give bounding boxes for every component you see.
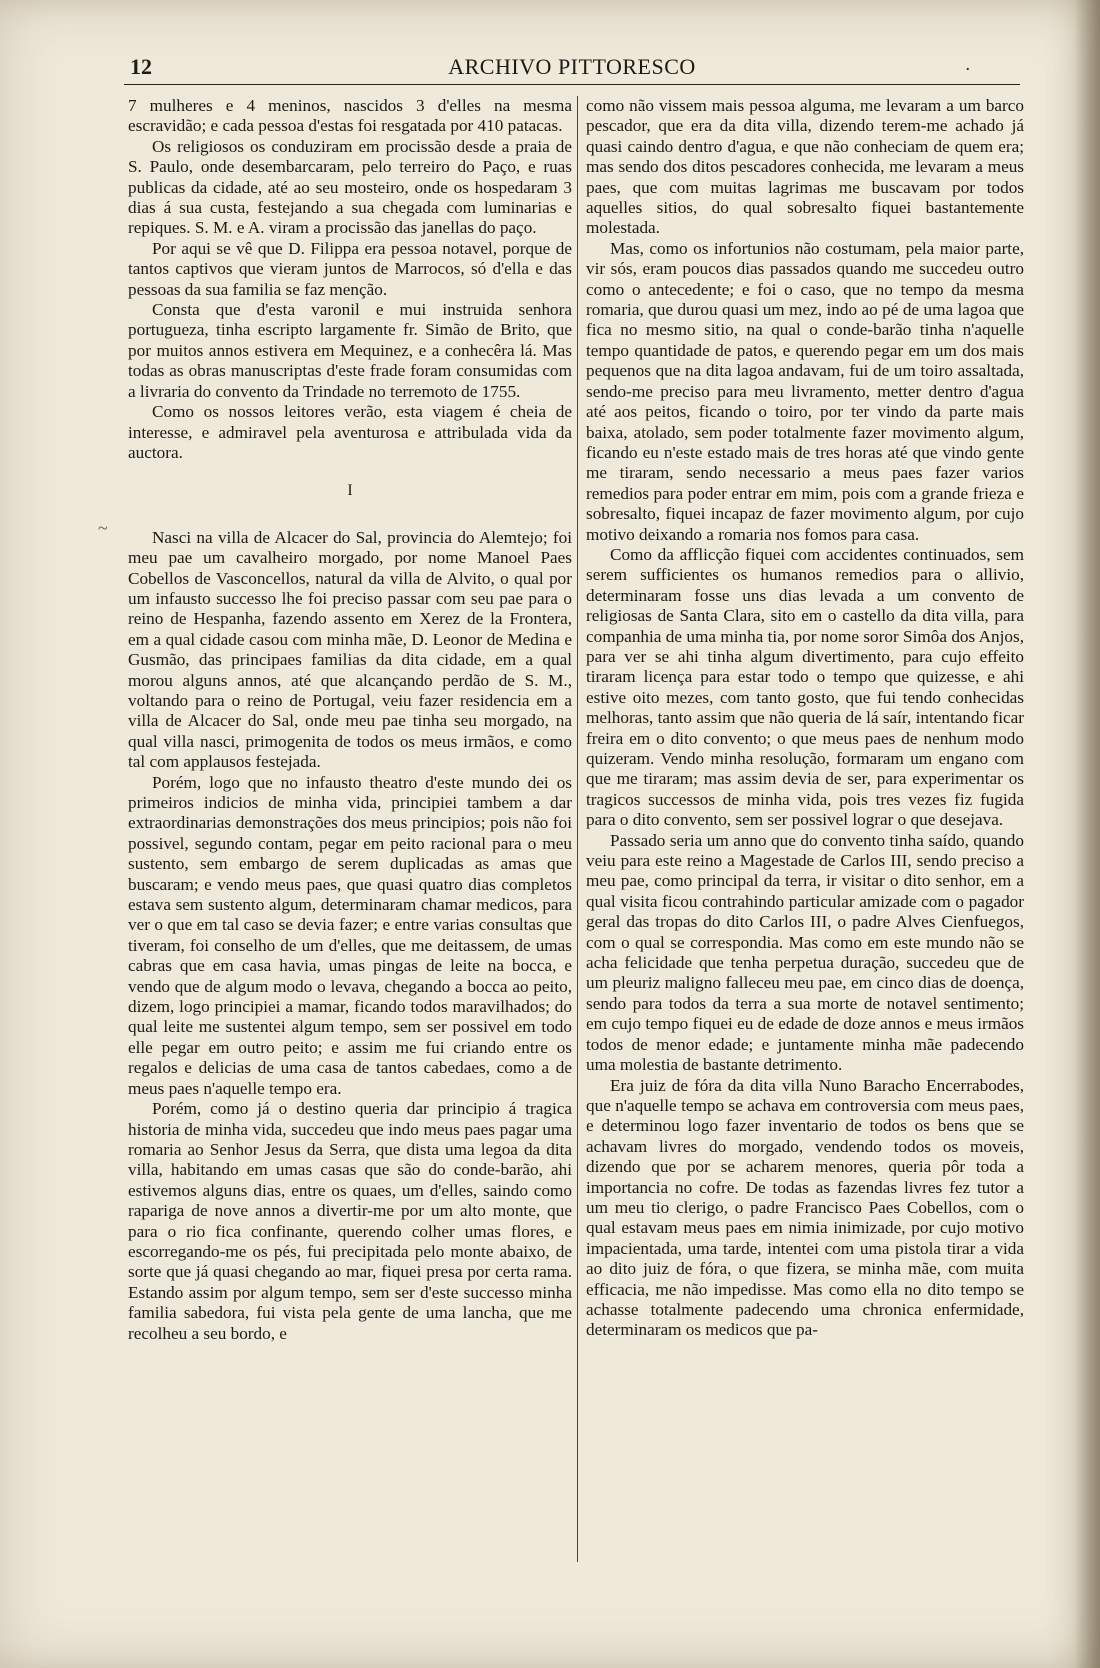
- paragraph: 7 mulheres e 4 meninos, nascidos 3 d'elles na mesma escravidão; e cada pessoa d'estas foi resgatada por 410 patacas.: [128, 96, 572, 136]
- paragraph: Como os nossos leitores verão, esta viagem é cheia de interesse, e admiravel pela aventurosa e attribulada vida da auctora.: [128, 402, 572, 462]
- paragraph: Como da afflicção fiquei com accidentes continuados, sem serem sufficientes os humanos remedios para o allivio, determinaram fosse uns dias levada a um convento de religiosas de Santa Clara, sito em o castello da dita villa, para companhia de uma minha tia, por nome soror Simôa dos Anjos, para ver se ahi tinha algum divertimento, para cujo effeito tiraram licença para estar todo o tempo que quizesse, e ahi estive oito mezes, com tanto gosto, que fui tendo conhecidas melhoras, tanto assim que não queria de lá saír, intentando ficar freira em o dito convento; o que meus paes de nenhum modo quizeram. Vendo minha resolução, formaram um engano com que me tiraram; mas assim devia de ser, para experimentar os tragicos successos de minha vida, pois tres vezes fiz fugida para o dito convento, sem ser possivel lograr o que desejava.: [586, 544, 1024, 830]
- paragraph: Consta que d'esta varonil e mui instruida senhora portugueza, tinha escripto largamente fr. Simão de Brito, que por muitos annos estivera em Mequinez, e a conhecêra lá. Mas todas as obras manuscriptas d'este frade foram consumidas com a livraria do convento da Trindade no terremoto de 1755.: [128, 300, 572, 401]
- page-edge-shadow: [1074, 0, 1100, 1668]
- paragraph: Mas, como os infortunios não costumam, pela maior parte, vir sós, eram poucos dias passados quando me succedeu outro como o antecedente; e foi o caso, que no tempo da mesma romaria, que durou quasi um mez, indo ao pé de uma lagoa que fica no mesmo sitio, na qual o conde-barão tinha n'aquelle tempo quantidade de patos, e querendo pegar em um dos mais pequenos que na dita lagoa andavam, fui de um toiro assaltada, sendo-me preciso para meu livramento, metter dentro d'agua até aos peitos, ficando o toiro, por ter vindo da parte mais baixa, atolado, sem poder totalmente fazer movimento algum, ficando eu n'este estado mais de tres horas até que vindo gente me tiraram, sendo necessario a meus paes fazer varios remedios para poder entrar em mim, pois com a grande frieza e sobresalto, fiquei incapaz de fazer movimento algum, por cujo motivo deixando a romaria nos fomos para casa.: [586, 238, 1024, 544]
- header-mark: .: [965, 54, 970, 74]
- left-column: [128, 96, 572, 1344]
- paragraph: Porém, como já o destino queria dar principio á tragica historia de minha vida, succedeu que indo meus paes pagar uma romaria ao Senhor Jesus da Serra, que dista uma legoa da dita villa, habitando em umas casas que são do conde-barão, ahi estivemos alguns dias, entre os quaes, um d'elles, saindo como rapariga de nove annos a divertir-me por um alto monte, que para o rio fica confinante, querendo colher umas flores, e escorregando-me os pés, fui precipitada pelo monte abaixo, de sorte que já quasi chegando ao mar, fiquei presa por certa rama. Estando assim por algum tempo, sem ser d'este successo minha familia sabedora, fui vista pela gente de uma lancha, que me recolheu a seu bordo, e: [128, 1099, 572, 1343]
- page-number: 12: [130, 54, 152, 79]
- section-number: I: [347, 482, 353, 500]
- column-divider: [577, 96, 578, 1562]
- paragraph: como não vissem mais pessoa alguma, me levaram a um barco pescador, que era da dita villa, dizendo terem-me achado já quasi caindo dentro d'agua, e que não conheciam de quem era; mas sendo dos ditos pescadores conhecida, me levaram a meus paes, que com muitas lagrimas me buscavam por todos aquelles sitios, do qual sobresalto fiquei bastantemente molestada.: [586, 96, 1024, 238]
- header-rule: [124, 84, 1020, 85]
- paragraph: Por aqui se vê que D. Filippa era pessoa notavel, porque de tantos captivos que vieram juntos de Marrocos, só d'ella e das pessoas da sua familia se faz menção.: [128, 238, 572, 299]
- margin-mark: ~: [98, 518, 108, 538]
- page-header: [124, 52, 1020, 86]
- paragraph: Nasci na villa de Alcacer do Sal, provincia do Alemtejo; foi meu pae um cavalheiro morgado, por nome Manoel Paes Cobellos de Vasconcellos, natural da villa de Alvito, o qual por um infausto successo lhe foi preciso passar com seu pae para o reino de Hespanha, fazendo assento em Xerez de la Frontera, em a qual cidade casou com minha mãe, D. Leonor de Medina e Gusmão, das principaes familias da dita cidade, em a qual morou alguns annos, até que alcançando perdão de S. M., voltando para o reino de Portugal, veiu fazer residencia em a villa de Alcacer do Sal, onde meu pae tinha seu morgado, na qual villa nasci, primogenita de todos os meus irmãos, e como tal com applausos festejada.: [128, 527, 572, 772]
- running-title: ARCHIVO PITTORESCO: [448, 54, 696, 79]
- paragraph: Era juiz de fóra da dita villa Nuno Baracho Encerrabodes, que n'aquelle tempo se achava em controversia com meus paes, e determinou logo fazer inventario de todos os bens que se achavam livres do morgado, vendendo todos os moveis, dizendo que por se acharem menores, queria pôr toda a importancia no cofre. De todas as fazendas livres fez tutor a um meu tio clerigo, o padre Francisco Paes Cobellos, com o qual estavam meus paes em nimia inimizade, por cujo motivo impacientada, uma tarde, intentei com uma pistola tirar a vida ao dito juiz de fóra, o que fizera, se minha mãe, com muita efficacia, me não impedisse. Mas como ella no dito tempo se achasse totalmente padecendo uma chronica enfermidade, determinaram os medicos que pa-: [586, 1075, 1024, 1340]
- paragraph: Passado seria um anno que do convento tinha saído, quando veiu para este reino a Magestade de Carlos III, sendo preciso a meu pae, como principal da terra, ir visitar o dito senhor, em a qual visita ficou contrahindo particular amizade com o pagador geral das tropas do dito Carlos III, o padre Alves Cienfuegos, com o qual se correspondia. Mas como em este mundo não se acha felicidade que tenha perpetua duração, succedeu que de um pleuriz maligno falleceu meu pae, em cinco dias de doença, sendo para todos da terra a sua morte de notavel sentimento; em cujo tempo fiquei eu de edade de doze annos e meus irmãos todos de menor edade; e juntamente minha mãe padecendo uma molestia de bastante detrimento.: [586, 830, 1024, 1075]
- paragraph: Porém, logo que no infausto theatro d'este mundo dei os primeiros indicios de minha vida, principiei tambem a dar extraordinarias demonstrações dos meus principios; pois não foi possivel, segundo contam, pegar em peito racional para o meu sustento, sem embargo de serem duplicadas as amas que buscaram; e vendo meus paes, que quasi quatro dias completos estava sem sustento algum, determinaram chamar medicos, para ver o que em tal caso se devia fazer; e entre varias consultas que tiveram, foi conselho de um d'elles, que me deitassem, de umas cabras que em casa havia, umas pingas de leite na bocca, e vendo que de algum modo o levava, chegando a bocca ao peito, dizem, logo principiei a mamar, ficando todos maravilhados; do qual leite me sustentei algum tempo, sem ser possivel em todo elle pegar em outro peito; e assim me fui criando entre os regalos e delicias de uma casa de tantos cabedaes, como a de meus paes n'aquelle tempo era.: [128, 772, 572, 1098]
- right-column: [586, 96, 1024, 1341]
- paragraph: Os religiosos os conduziram em procissão desde a praia de S. Paulo, onde desembarcaram, pelo terreiro do Paço, e ruas publicas da cidade, até ao seu mosteiro, onde os hospedaram 3 dias á sua custa, festejando a sua chegada com luminarias e repiques. S. M. e A. viram a procissão das janellas do paço.: [128, 136, 572, 238]
